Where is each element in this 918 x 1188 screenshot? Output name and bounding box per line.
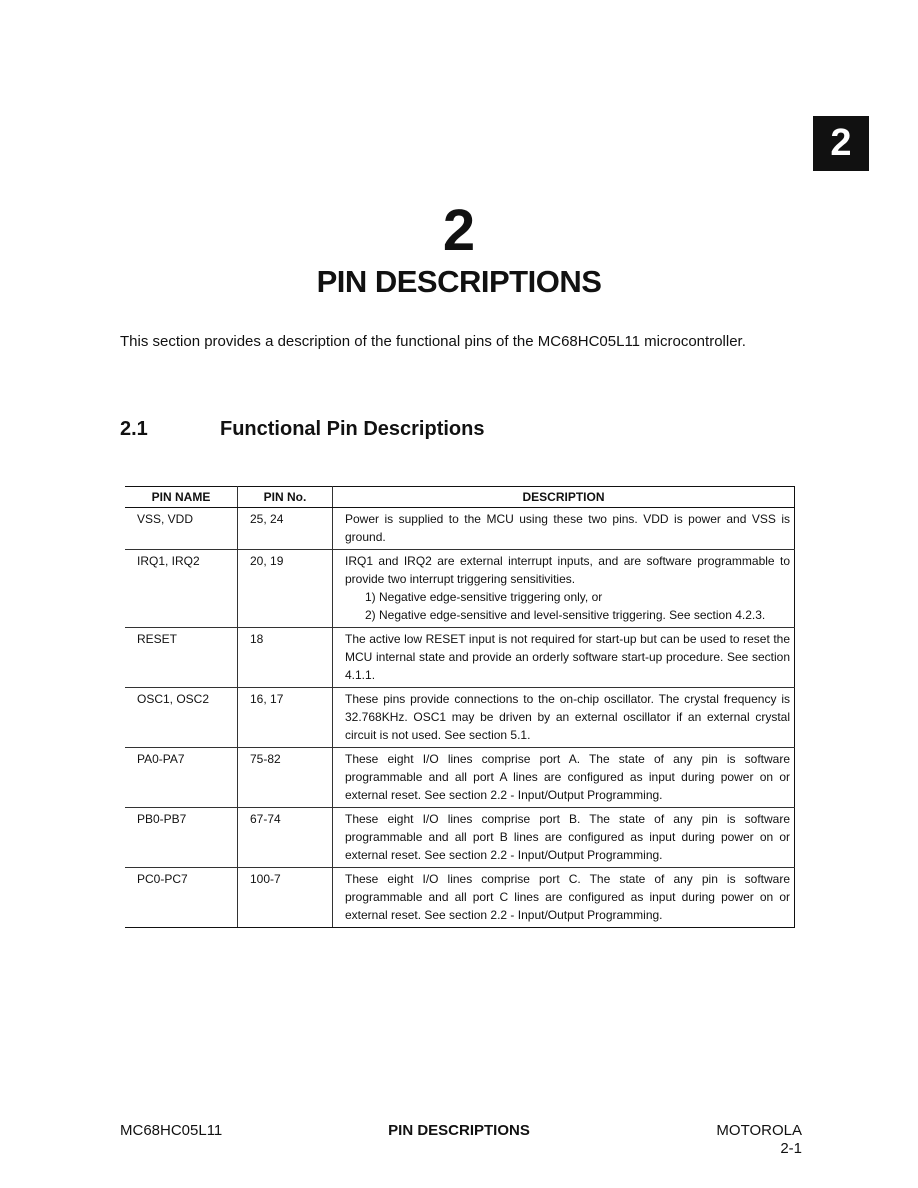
description-cell: Power is supplied to the MCU using these two pins. VDD is power and VSS is ground. (333, 508, 795, 550)
table-header-row (125, 487, 795, 508)
table-row (125, 808, 795, 868)
header-pin-name: PIN NAME (125, 487, 238, 508)
pin-no-cell: 100-7 (238, 868, 333, 928)
pin-name-cell: PC0-PC7 (125, 868, 238, 928)
section-title: Functional Pin Descriptions (220, 418, 485, 440)
pin-name-cell: PA0-PA7 (125, 748, 238, 808)
footer-page-number: 2-1 (780, 1140, 802, 1157)
chapter-title: PIN DESCRIPTIONS (316, 264, 602, 299)
pin-no-cell: 20, 19 (238, 550, 333, 628)
pin-no-cell: 25, 24 (238, 508, 333, 550)
pin-no-cell: 75-82 (238, 748, 333, 808)
header-pin-no: PIN No. (238, 487, 333, 508)
description-text: IRQ1 and IRQ2 are external interrupt inputs, and are software programmable to provide two interrupt triggering sensitivities. (345, 554, 790, 586)
list-item: 2) Negative edge-sensitive and level-sensitive triggering. See section 4.2.3. (365, 608, 766, 622)
list-item: 1) Negative edge-sensitive triggering only, or (365, 590, 603, 604)
table-row (125, 868, 795, 928)
intro-paragraph: This section provides a description of the functional pins of the MC68HC05L11 microcontroller. (120, 333, 746, 350)
table-row (125, 628, 795, 688)
footer-publisher (716, 1122, 802, 1158)
pin-table (125, 486, 795, 928)
description-cell: The active low RESET input is not required for start-up but can be used to reset the MCU internal state and provide an orderly software start-up procedure. See section 4.1.1. (333, 628, 795, 688)
pin-name-cell: OSC1, OSC2 (125, 688, 238, 748)
pin-name-cell: IRQ1, IRQ2 (125, 550, 238, 628)
table-row (125, 508, 795, 550)
footer-company: MOTOROLA (716, 1122, 802, 1139)
header-description: DESCRIPTION (333, 487, 795, 508)
section-number: 2.1 (120, 418, 148, 440)
description-cell: These eight I/O lines comprise port C. The state of any pin is software programmable and all port C lines are configured as input during power on or external reset. See section 2.2 - Input/Output Programming. (333, 868, 795, 928)
pin-name-cell: PB0-PB7 (125, 808, 238, 868)
footer-section-title: PIN DESCRIPTIONS (388, 1122, 530, 1139)
pin-no-cell: 67-74 (238, 808, 333, 868)
pin-no-cell: 16, 17 (238, 688, 333, 748)
table-row (125, 550, 795, 628)
chapter-tab: 2 (813, 116, 869, 171)
pin-name-cell: VSS, VDD (125, 508, 238, 550)
footer-part-number: MC68HC05L11 (120, 1122, 223, 1139)
description-cell: These pins provide connections to the on-chip oscillator. The crystal frequency is 32.768KHz. OSC1 may be driven by an external oscillator if an external crystal circuit is not used. See section 5.1. (333, 688, 795, 748)
description-cell: These eight I/O lines comprise port A. The state of any pin is software programmable and all port A lines are configured as input during power on or external reset. See section 2.2 - Input/Output Programming. (333, 748, 795, 808)
pin-name-cell: RESET (125, 628, 238, 688)
table-row (125, 748, 795, 808)
pin-no-cell: 18 (238, 628, 333, 688)
description-cell: These eight I/O lines comprise port B. The state of any pin is software programmable and all port B lines are configured as input during power on or external reset. See section 2.2 - Input/Output Programming. (333, 808, 795, 868)
chapter-number: 2 (442, 198, 476, 263)
table-row (125, 688, 795, 748)
description-cell (333, 550, 795, 628)
